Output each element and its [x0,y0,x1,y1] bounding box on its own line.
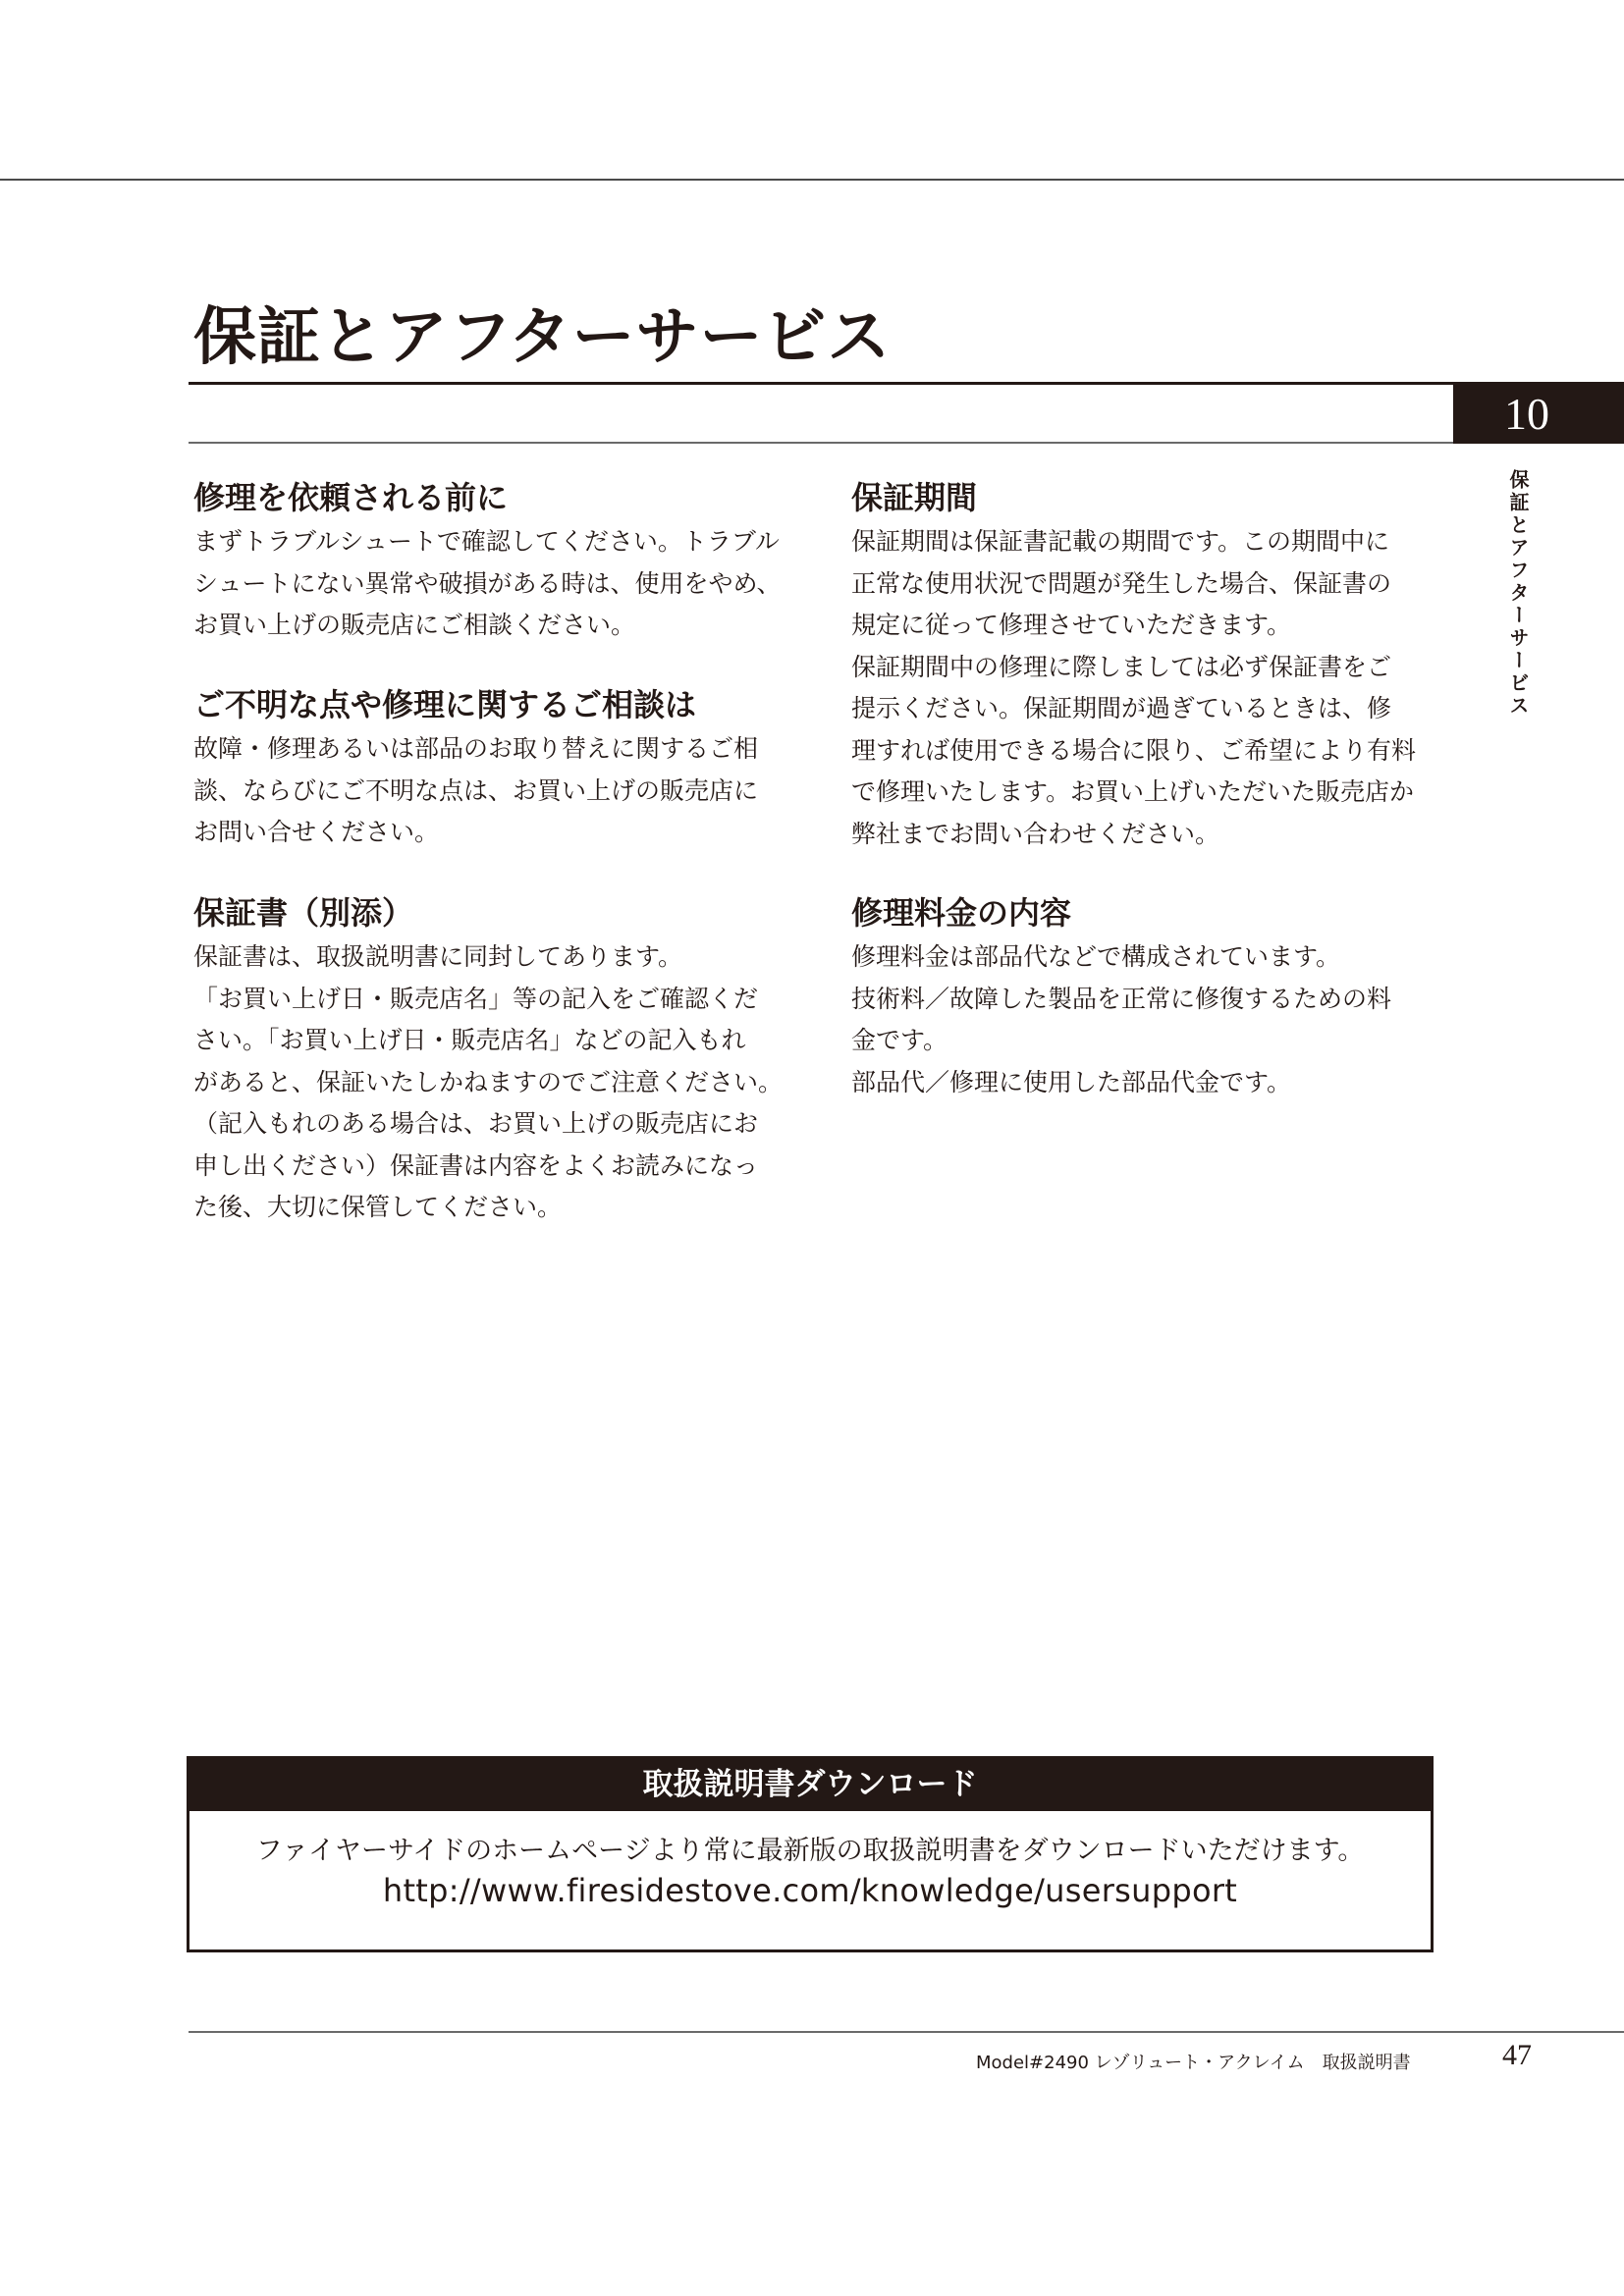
body-text-line: 提示ください。保証期間が過ぎているときは、修 [851,694,1392,722]
body-text-line: 「お買い上げ日・販売店名」等の記入をご確認くだ [193,984,759,1013]
body-text-line: お問い合せください。 [193,818,440,846]
body-text-line: 保証期間は保証書記載の期間です。この期間中に [851,527,1390,556]
section-body [193,936,783,1229]
body-text-line: で修理いたします。お買い上げいただいた販売店か [851,777,1415,806]
body-text-line: 規定に従って修理させていただきます。 [851,611,1292,639]
footer-model-text: Model#2490 レゾリュート・アクレイム 取扱説明書 [976,2053,1411,2073]
section-body [851,936,1440,1103]
footer-rule [189,2031,1624,2033]
body-text-line: 申し出ください）保証書は内容をよくお読みになっ [193,1150,759,1180]
section-inquiry [193,683,783,854]
body-text-line: お買い上げの販売店にご相談ください。 [193,611,636,639]
body-text-line: まずトラブルシュートで確認してください。トラブル [193,527,780,556]
manual-download-box [187,1756,1434,1952]
body-text-line: 弊社までお問い合わせください。 [851,819,1220,848]
body-text-line: さい。「お買い上げ日・販売店名」などの記入もれ [193,1026,746,1054]
section-heading: 修理を依頼される前に [193,479,509,516]
section-warranty-period [851,476,1440,855]
body-text-line: 理すれば使用できる場合に限り、ご希望により有料 [851,735,1417,765]
chapter-number-tab: 10 [1453,384,1624,444]
body-text-line: があると、保証いたしかねますのでご注意ください。 [193,1067,784,1096]
section-body [193,521,783,647]
body-text-line: 談、ならびにご不明な点は、お買い上げの販売店に [193,775,759,805]
side-chapter-label: 保証とアフターサービス [1506,469,1530,718]
body-text-line: 故障・修理あるいは部品のお取り替えに関するご相 [193,734,759,763]
body-text-line: た後、大切に保管してください。 [193,1193,563,1221]
body-text-line: 修理料金は部品代などで構成されています。 [851,942,1341,971]
download-url-link[interactable]: http://www.firesidestove.com/knowledge/usersupport [382,1872,1238,1909]
section-body [851,521,1440,855]
section-heading: 修理料金の内容 [851,894,1072,932]
download-description: ファイヤーサイドのホームページより常に最新版の取扱説明書をダウンロードいただけます。 [255,1836,1365,1866]
section-heading: 保証期間 [851,479,978,516]
section-heading: ご不明な点や修理に関するご相談は [193,686,697,723]
section-repair-fee [851,891,1440,1103]
section-body [193,728,783,854]
body-text-line: 正常な使用状況で問題が発生した場合、保証書の [851,568,1392,598]
page-title: 保証とアフターサービス [193,300,892,374]
subtitle-rule [189,442,1624,444]
body-text-line: 保証期間中の修理に際しましては必ず保証書をご [851,652,1392,681]
body-text-line: 技術料／故障した製品を正常に修復するための料 [851,984,1392,1013]
download-box-heading: 取扱説明書ダウンロード [189,1759,1431,1811]
body-text-line: 金です。 [851,1026,948,1054]
body-text-line: （記入もれのある場合は、お買い上げの販売店にお [193,1109,759,1138]
section-heading: 保証書（別添） [193,894,414,932]
section-before-repair [193,476,783,647]
body-text-line: シュートにない異常や破損がある時は、使用をやめ、 [193,568,782,598]
top-rule [0,179,1624,181]
section-warranty-card [193,891,783,1229]
title-rule [189,382,1624,385]
body-text-line: 保証書は、取扱説明書に同封してあります。 [193,942,683,971]
body-text-line: 部品代／修理に使用した部品代金です。 [851,1067,1292,1096]
page-number: 47 [1502,2039,1532,2071]
